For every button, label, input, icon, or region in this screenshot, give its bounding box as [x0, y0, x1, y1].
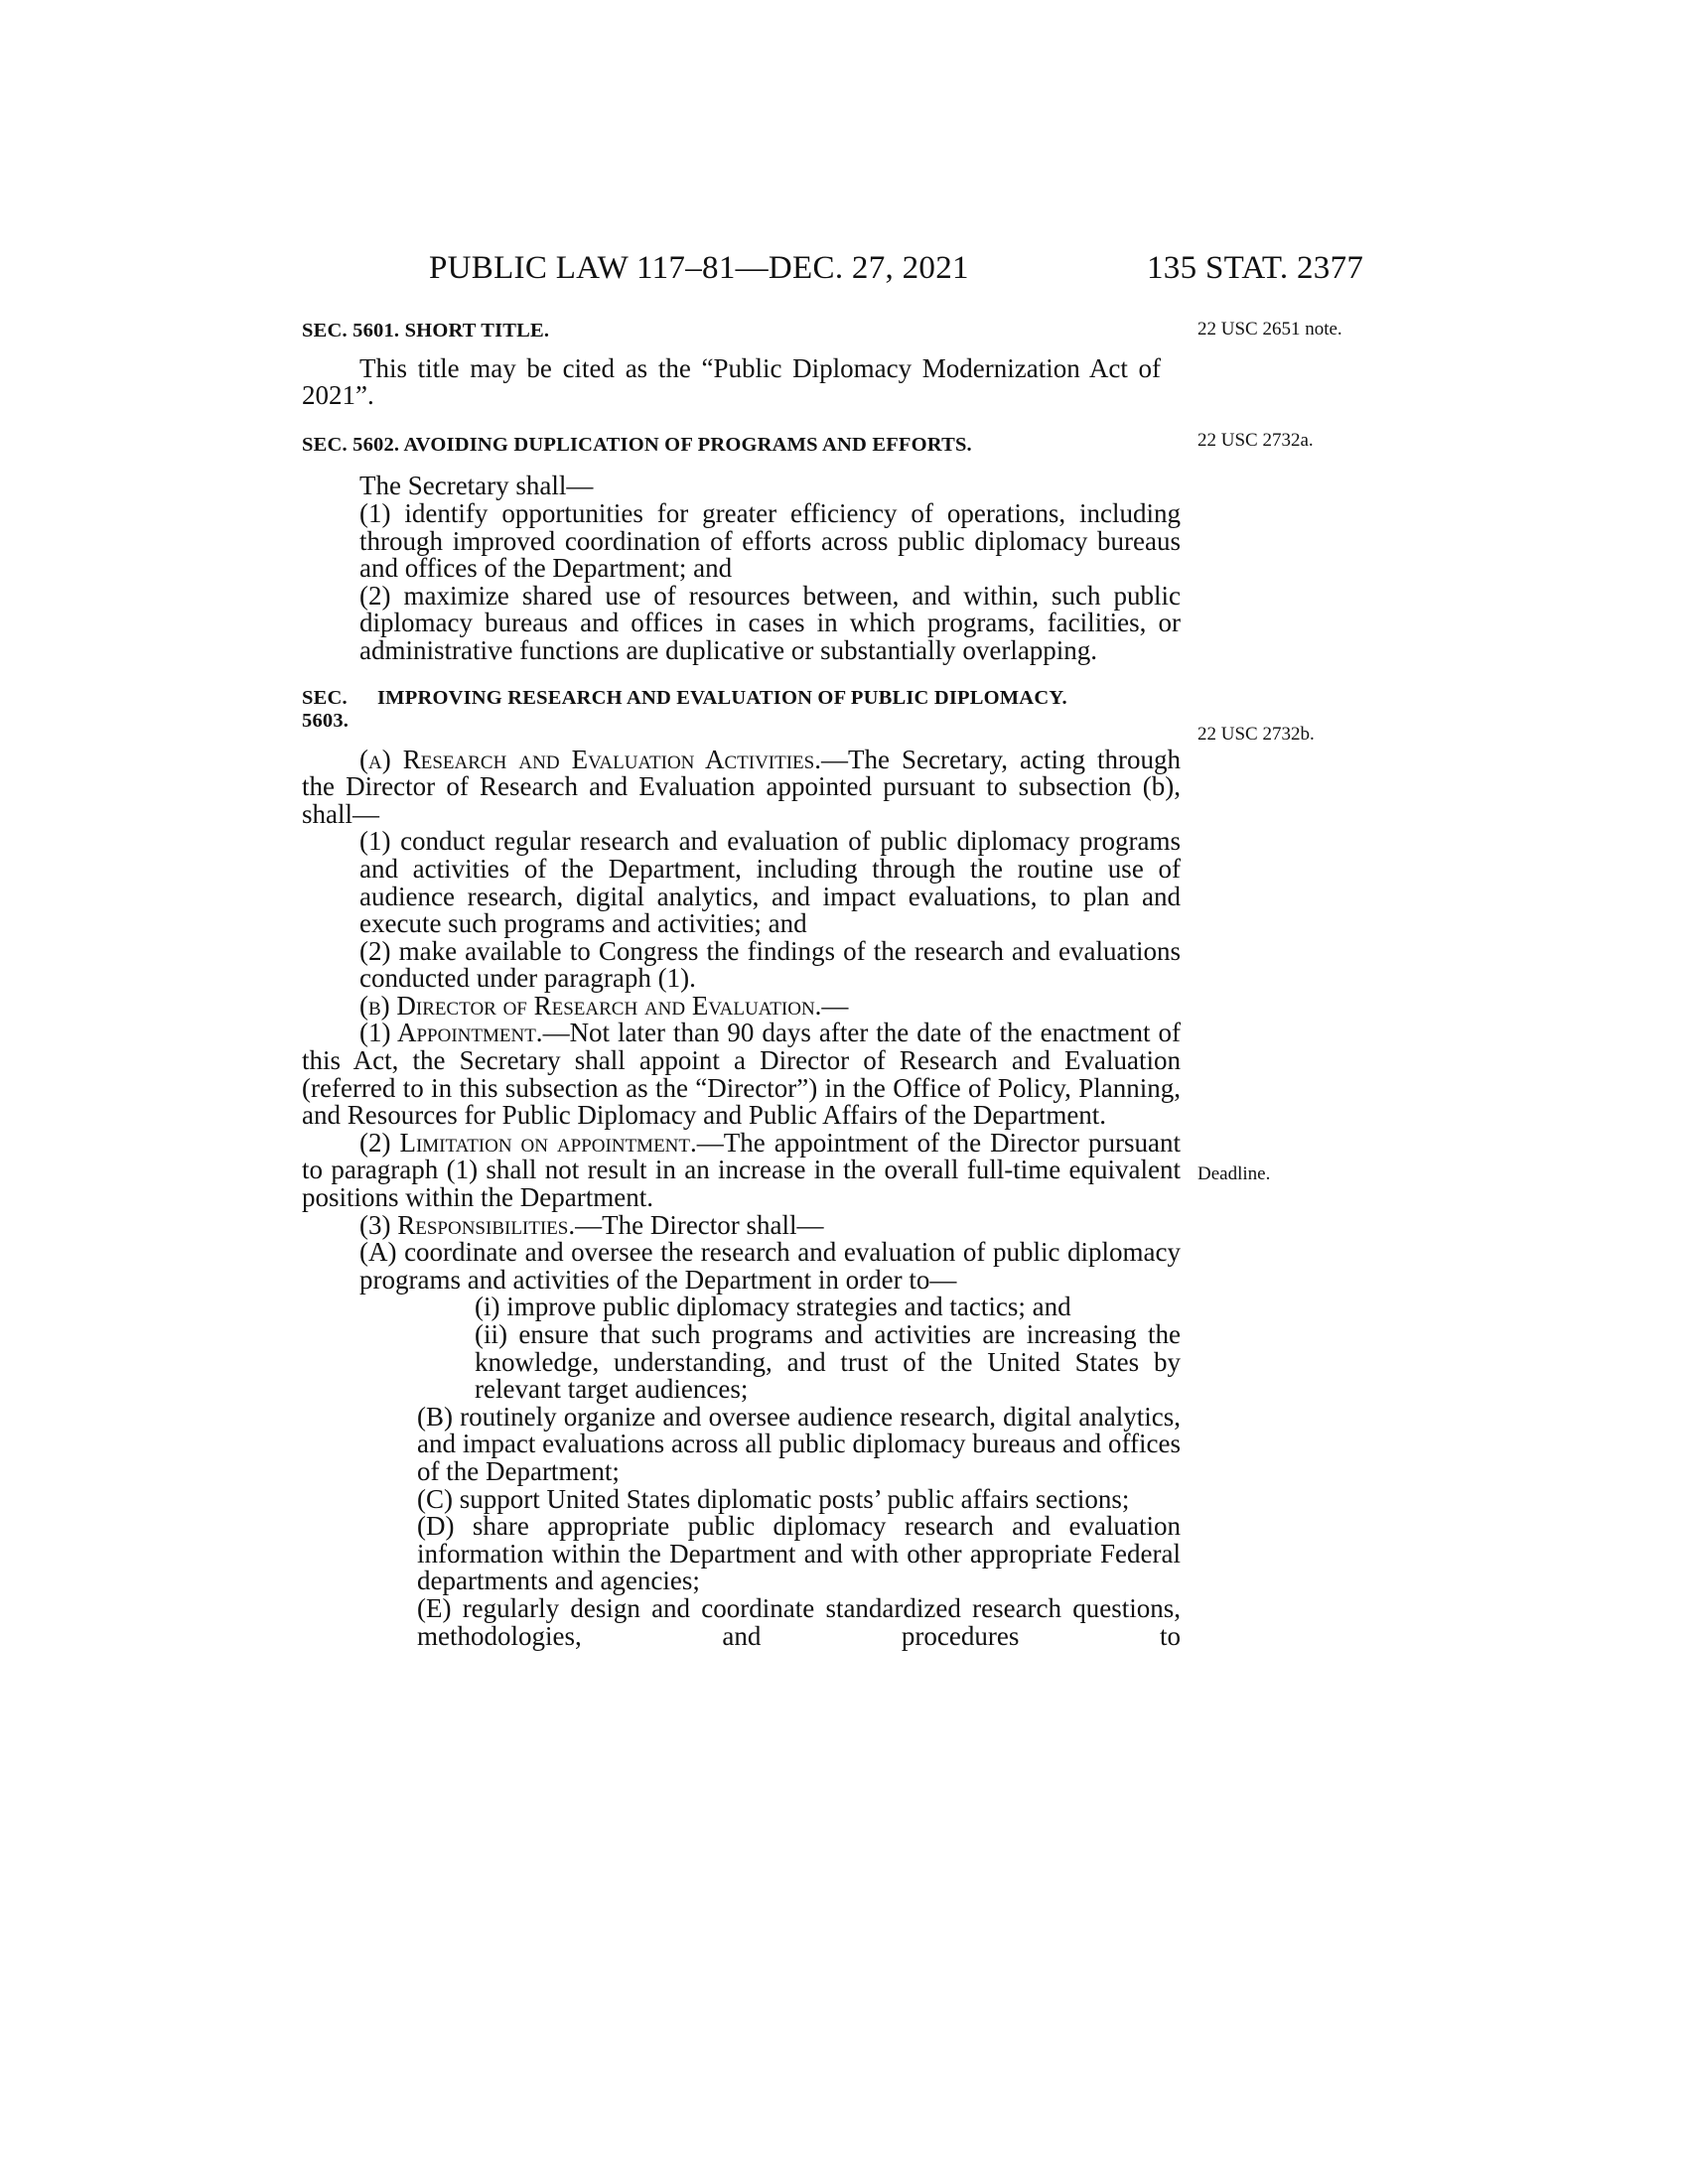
section-5603-title: IMPROVING RESEARCH AND EVALUATION OF PUBLIC DIPLOMACY. — [377, 686, 1067, 709]
running-header-title: PUBLIC LAW 117–81—DEC. 27, 2021 — [429, 250, 969, 286]
clause-i-wrap — [302, 1294, 1181, 1321]
subpara-E: (E) regularly design and coordinate standardized research questions, methodologies, and procedures to — [417, 1592, 1181, 1651]
section-5603-label: SEC. 5603. — [302, 686, 350, 732]
section-5603-heading — [302, 687, 1181, 733]
clause-ii: (ii) ensure that such programs and activities are increasing the knowledge, understanding, and trust of the United States by relevant target audiences; — [475, 1319, 1181, 1405]
subsection-a-text: —The Secretary, acting through the Director of Research and Evaluation appointed pursuant to subsection (b), shall— — [302, 744, 1182, 829]
subsection-a-para-1: (1) conduct regular research and evaluation of public diplomacy programs and activities of the Department, including through the routine use of audience research, digital analytics, and impact evaluations, to plan and execute such programs and activities; and — [359, 826, 1181, 939]
section-5601-heading: SEC. 5601. SHORT TITLE. — [302, 320, 550, 341]
subsection-a — [302, 744, 1182, 829]
subsection-a-para-2: (2) make available to Congress the findings of the research and evaluations conducted under paragraph (1). — [359, 935, 1181, 994]
section-5602-para-1 — [302, 497, 1181, 584]
para-text: (2) maximize shared use of resources between, and within, such public diplomacy bureaus and offices in cases in which programs, facilities, or administrative functions are duplicative or substantially overlapping. — [359, 580, 1181, 665]
running-header-page: 135 STAT. 2377 — [1147, 250, 1364, 286]
subpara-D: (D) share appropriate public diplomacy research and evaluation information within the Department and with other appropriate Federal departments and agencies; — [417, 1511, 1181, 1596]
para-2-text: —The appointment of the Director pursuant to paragraph (1) shall not result in an increase in the overall full-time equivalent positions within the Department. — [302, 1127, 1181, 1213]
para-1-heading: (1) Appointment. — [359, 1018, 543, 1048]
subpara-A: (A) coordinate and oversee the research and evaluation of public diplomacy programs and activities of the Department in order to— — [359, 1237, 1181, 1295]
subsection-b-dash: — — [821, 990, 849, 1021]
margin-note-usc-2732b: 22 USC 2732b. — [1197, 724, 1315, 745]
para-text: (1) identify opportunities for greater efficiency of operations, including through improved coordination of efforts across public diplomacy bureaus and offices of the Department; and — [359, 497, 1181, 584]
subpara-A-wrap — [244, 1239, 1181, 1294]
subsection-b-para-3 — [302, 1209, 1181, 1240]
para-3-text: —The Director shall— — [575, 1209, 824, 1240]
subsection-b-para-2 — [302, 1127, 1181, 1213]
subsection-b-para-1 — [302, 1020, 1181, 1129]
margin-note-usc-2651: 22 USC 2651 note. — [1197, 319, 1342, 340]
clause-i: (i) improve public diplomacy strategies and tactics; and — [475, 1292, 1071, 1322]
section-5602-para-2 — [302, 580, 1181, 665]
margin-note-deadline: Deadline. — [1197, 1163, 1271, 1184]
subpara-B: (B) routinely organize and oversee audience research, digital analytics, and impact evaluations across all public diplomacy bureaus and offices of the Department; — [417, 1401, 1181, 1486]
section-5602-intro: The Secretary shall— — [359, 471, 594, 501]
subsection-b — [302, 990, 1181, 1021]
subsection-a-heading: (a) Research and Evaluation Activities. — [359, 744, 821, 774]
subsection-b-heading: (b) Director of Research and Evaluation. — [359, 990, 822, 1021]
para-2-heading: (2) Limitation on appointment. — [359, 1127, 697, 1158]
para-1-text: —Not later than 90 days after the date of the enactment of this Act, the Secretary shall appoint a Director of Research and Evaluation (referred to in this subsection as the “Director”) in the Office of Policy, Planning, and Resources for Public Diplomacy and Public Affairs of the Department. — [302, 1018, 1181, 1131]
margin-note-usc-2732a: 22 USC 2732a. — [1197, 430, 1314, 451]
document-body — [302, 318, 1181, 1650]
section-5601-text: This title may be cited as the “Public Diplomacy Modernization Act of 2021”. — [302, 352, 1161, 411]
section-5602-heading: SEC. 5602. AVOIDING DUPLICATION OF PROGRAMS AND EFFORTS. — [302, 433, 972, 456]
subpara-C: (C) support United States diplomatic posts’ public affairs sections; — [417, 1483, 1130, 1514]
para-3-heading: (3) Responsibilities. — [359, 1209, 576, 1240]
